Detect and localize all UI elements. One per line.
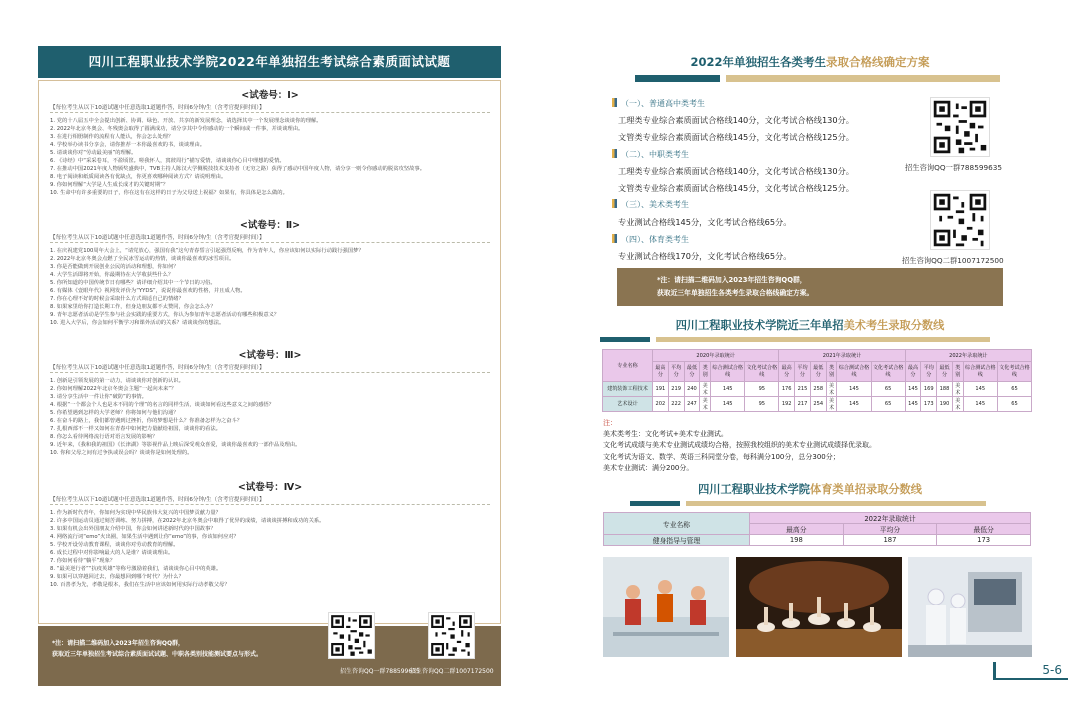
year-header: 2020年录取统计 [653,350,779,362]
table-cell: 217 [795,396,811,411]
paper-instructions: 【每位考生从以下10道试题中任意选取1道题作答，时间6分钟/生（含考官提问时间）】 [50,363,490,373]
qr-code-icon[interactable] [930,97,990,157]
category-marker-icon [612,234,617,243]
note-line: 美术类考生：文化考试+美术专业测试。 [603,430,728,439]
category-art [612,199,689,211]
question: 5. 学校开设劳动教育课程，谈谈你对劳动教育的理解。 [50,542,179,548]
heading-highlight: 体育类单招录取分数线 [810,483,922,496]
category-general-high-school [612,98,705,110]
year-header: 2022年录取统计 [905,350,1031,362]
paper-heading: <试卷号：Ⅰ> [241,90,299,101]
question: 1. 创新是引领发展的第一动力，请谈谈你对创新的认识。 [50,378,184,384]
question: 1. 党的十八届五中全会提出创新、协调、绿色、开放、共享的新发展理念，请选择其中一个发展理念谈谈你的理解。 [50,118,322,124]
category-label: （三）、美术类考生 [621,200,689,209]
heading-bar-gold [656,337,990,342]
category-label: （二）、中职类考生 [621,150,689,159]
qq-group-1-caption: 招生咨询QQ一群788599635 [905,163,1003,172]
category-marker-icon [612,199,617,208]
subheader: 平均分 [921,361,937,381]
paper-section-1 [50,89,490,197]
question: 2. 许多中国运动员通过刻苦训练、努力拼搏，在2022年北京冬奥会中取得了优异的成绩，请谈谈拼搏和成功的关系。 [50,518,325,524]
question: 7. 你在心理不好的时候会采取什么方式调适自己的情绪？ [50,296,184,302]
table-cell: 65 [997,381,1031,396]
table-cell: 145 [837,381,871,396]
table-cell: 219 [668,381,684,396]
table-cell: 202 [653,396,669,411]
question: 3. 在进行相册制作的流程有人能认，你会怎么处理？ [50,134,174,140]
question: 9. 青年志愿者活动是学生参与社会实践的重要方式，你认为参加青年志愿者活动有哪些积极意义？ [50,312,280,318]
heading-highlight: 美术考生录取分数线 [843,319,945,332]
col-major: 专业名称 [603,350,653,382]
major-name: 健身指导与管理 [604,535,750,546]
question: 9. 你如何理解“大学是人生成长成才的关键时期”？ [50,182,169,188]
subheader: 综合测试合格线 [711,361,745,381]
subheader: 最高分 [905,361,921,381]
heading-bar-gold [726,75,1000,82]
heading-main: 2022年单独招生各类考生 [690,55,826,69]
qr-code-icon[interactable] [930,190,990,250]
question: 10. 生命中有许多重要的日子，你在这有在这样的日子为父母送上祝福？如果有，你具体是怎么做的。 [50,190,288,196]
cutoff-line: 专业测试合格线145分，文化考试合格线65分。 [618,217,792,227]
table-cell: 176 [779,381,795,396]
question: 3. 请分享生活中一件让你“破防”的事情。 [50,394,147,400]
subheader: 最高分 [750,524,844,535]
sport-cutoff-heading [540,481,1080,497]
table-cell: 222 [668,396,684,411]
note-line: 文化考试为语文、数学、英语三科同堂分卷，每科满分100分，总分300分； [603,452,840,461]
cutoff-line: 文管类专业综合素质面试合格线145分，文化考试合格线125分。 [618,183,854,193]
table-cell: 191 [653,381,669,396]
table-cell: 美术 [700,396,711,411]
table-cell: 65 [997,396,1031,411]
paper-instructions: 【每位考生从以下10道试题中任意选取1道题作答，时间6分钟/生（含考官提问时间）】 [50,233,490,243]
question: 10. 你和父母之间有过争执或误会吗？谈谈你是如何处理的。 [50,450,193,456]
paper-heading: <试卷号：Ⅱ> [239,220,301,231]
art-cutoff-heading [540,317,1080,333]
question: 3. 你是否能做到开展创业公民的活动和理想，你如何？ [50,264,179,270]
category-sports [612,234,689,246]
question: 10. 进入大学后，你会如何平衡学习和课外活动的关系？请谈谈你的想法。 [50,320,225,326]
subheader: 最低分 [937,361,953,381]
footer-note [52,638,262,660]
art-notes [603,418,876,474]
note-line: 美术专业测试：满分200分。 [603,463,694,472]
left-page-title: 四川工程职业技术学院2022年单独招生考试综合素质面试试题 [38,46,501,78]
table-cell: 192 [779,396,795,411]
paper-heading: <试卷号：Ⅲ> [238,350,302,361]
notes-title: 注： [603,419,617,427]
table-row [604,535,1031,546]
heading-bar-gold [686,501,986,506]
question: 4. 学校举办读书分享会，请你推荐一本你最喜欢的书，谈谈理由。 [50,142,206,148]
table-cell: 215 [795,381,811,396]
year-header: 2021年录取统计 [779,350,905,362]
heading-highlight: 录取合格线确定方案 [826,55,930,69]
page-number [993,660,1068,680]
col-major: 专业名称 [604,513,750,535]
table-cell: 188 [937,381,953,396]
question: 6. 成长过程中对你影响最大的人是谁？请谈谈理由。 [50,550,174,556]
heading-bar-teal [635,75,720,82]
note-line: 获取近三年单独招生各类考生录取合格线确定方案。 [657,289,814,297]
subheader: 文化考试合格线 [745,361,779,381]
table-cell: 254 [810,396,826,411]
subheader: 类别 [952,361,963,381]
table-cell: 145 [837,396,871,411]
table-cell: 258 [810,381,826,396]
qq-group-1-caption: 招生咨询QQ一群788599635 [340,668,420,675]
table-cell: 198 [750,535,844,546]
question: 5. 你希望遇到怎样的大学老师？你将如何与他们沟通？ [50,410,179,416]
qr-code-icon[interactable] [428,612,475,659]
paper-instructions: 【每位考生从以下10道试题中任意选取1道题作答，时间6分钟/生（含考官提问时间）】 [50,103,490,113]
category-vocational [612,149,689,161]
qr-code-icon[interactable] [328,612,375,659]
cutoff-line: 文管类专业综合素质面试合格线145分，文化考试合格线125分。 [618,132,854,142]
question: 4. 根据“一个都会个人也是本不同的个理”的名言的同样生活，谈谈如何看这些意义之间的感悟？ [50,402,275,408]
question: 8. “最美逆行者”“抗疫英雄”等称号激励着我们，请谈谈你心目中的英雄。 [50,566,222,572]
question: 2. 你如何理解2022年北京冬奥会主题“一起向未来”？ [50,386,177,392]
table-cell: 95 [745,381,779,396]
subheader: 最高分 [653,361,669,381]
subheader: 平均分 [843,524,937,535]
stage-performance-photo [736,557,902,657]
lab-technicians-photo [908,557,1032,657]
question: 6. 《诗经》中“采采卷耳，不盈顷筐。嗟我怀人，寘彼周行”描写爱情，请谈谈你心目中理想的爱情。 [50,158,285,164]
table-cell: 145 [905,381,921,396]
year-header: 2022年录取统计 [750,513,1031,524]
subheader: 平均分 [668,361,684,381]
qq-group-2-caption: 招生咨询QQ二群1007172500 [902,256,1004,265]
qq-group-2-caption: 招生咨询QQ二群1007172500 [410,668,494,675]
cutoff-line: 工理类专业综合素质面试合格线140分，文化考试合格线130分。 [618,115,854,125]
major-name: 建筑装饰工程技术 [603,381,653,396]
category-label: （四）、体育类考生 [621,235,689,244]
question: 8. 如果家里给你打造长期工作，但身边朋友都不太赞同，你会怎么办？ [50,304,216,310]
question: 7. 你如何看待“躺平”现象？ [50,558,116,564]
table-cell: 美术 [952,396,963,411]
table-cell: 145 [963,381,997,396]
table-cell: 145 [963,396,997,411]
page-number-text: 5-6 [1042,663,1062,677]
paper-heading: <试卷号：Ⅳ> [237,482,303,493]
table-cell: 美术 [826,396,837,411]
heading-main: 四川工程职业技术学院 [698,483,810,496]
question: 4. 网络流行词“emo”火出圈，如果生活中遇到让你“emo”的事，你该如何应对？ [50,534,239,540]
question: 7. 在推动中国2021年度人物颁奖盛典中，TVB主持人陈汉大学侧脱技技术支持者（无穷之路）获得了感动中国年度人物，请分享一则令你感动的脱贫攻坚故事。 [50,166,426,172]
cutoff-plan-heading [540,54,1080,70]
subheader: 最高分 [779,361,795,381]
table-cell: 美术 [826,381,837,396]
table-cell: 169 [921,381,937,396]
major-name: 艺术设计 [603,396,653,411]
question: 8. 你怎么看待网络流行语对语言发展的影响？ [50,434,158,440]
subheader: 综合测试合格线 [837,361,871,381]
art-cutoff-table [602,349,1032,412]
question: 5. 请谈谈你对“劳动最美丽”的理解。 [50,150,137,156]
table-cell: 美术 [700,381,711,396]
page-number-mark [993,662,996,678]
right-page [540,0,1080,712]
subheader: 最低分 [937,524,1031,535]
footer-note-line: *注：请扫描二维码加入2023年招生咨询QQ群， [52,640,185,647]
question: 2. 2022年北京冬奥会、冬残奥会取得了圆满成功，请分享其中令你感动的一个瞬间或一件事，并谈谈理由。 [50,126,304,132]
question: 9. 近年来，《我和我的祖国》《长津湖》等影视作品上映后深受观众喜爱，谈谈你最喜欢的一部作品及理由。 [50,442,301,448]
question: 5. 你所知道的中国传统节日有哪些？请详细介绍其中一个节日的习俗。 [50,280,216,286]
table-cell: 145 [905,396,921,411]
question: 9. 如果可以穿越回过去，你最想回到哪个时代？为什么？ [50,574,184,580]
question: 1. 作为新时代青年，你如何为实现中华民族伟大复兴的中国梦贡献力量？ [50,510,221,516]
question: 3. 如果有机会出外国朋友介绍中国，你会如何讲述新时代的中国故事？ [50,526,216,532]
table-cell: 240 [684,381,700,396]
paper-section-2 [50,219,490,327]
subheader: 平均分 [795,361,811,381]
table-row [603,381,1032,396]
table-row [603,396,1032,411]
table-cell: 173 [937,535,1031,546]
paper-section-4 [50,481,490,589]
table-cell: 247 [684,396,700,411]
category-marker-icon [612,98,617,107]
heading-main: 四川工程职业技术学院近三年单招 [675,319,844,332]
footer-note-line: 获取近三年单独招生考试综合素质面试试题、中职各类别技能测试要点与形式。 [52,651,263,658]
table-cell: 65 [871,396,905,411]
table-cell: 美术 [952,381,963,396]
subheader: 综合测试合格线 [963,361,997,381]
category-label: （一）、普通高中类考生 [621,99,705,108]
subheader: 文化考试合格线 [871,361,905,381]
question: 2. 2022年北京冬奥会点燃了全民冰雪运动的热情，谈谈你最喜欢的冰雪项目。 [50,256,235,262]
question: 1. 在庆祝建党100周年大会上，“请党放心，强国有我”这句青春誓言引起强烈反响，作为青年人，你应该如何以实际行动践行强国梦？ [50,248,364,254]
question: 8. 电子阅读和纸质阅读各有优缺点，你更喜欢哪种阅读方式？请说明理由。 [50,174,227,180]
subheader: 最低分 [684,361,700,381]
cutoff-line: 专业测试合格线170分，文化考试合格线65分。 [618,251,792,261]
sport-cutoff-table [603,512,1031,546]
note-line: 文化考试成绩与美术专业测试成绩均合格，按照我校组织的美术专业测试成绩择优录取。 [603,441,876,450]
table-cell: 145 [711,396,745,411]
table-cell: 65 [871,381,905,396]
question: 6. 在奋斗的路上，我们都曾遇到过挫折，你的梦想是什么？你准备怎样为之奋斗？ [50,418,243,424]
category-marker-icon [612,149,617,158]
subheader: 最低分 [810,361,826,381]
paper-instructions: 【每位考生从以下10道试题中任意选取1道题作答，时间6分钟/生（含考官提问时间）】 [50,495,490,505]
paper-section-3 [50,349,490,457]
question: 6. 有媒体《壹眼年代》视网发评价为“YYDS”，说说你最喜欢的性格，并且成人物。 [50,288,246,294]
note-line: *注：请扫描二维码加入2023年招生咨询QQ群， [657,276,807,284]
table-cell: 95 [745,396,779,411]
subheader: 类别 [826,361,837,381]
subheader: 文化考试合格线 [997,361,1031,381]
cutoff-line: 工理类专业综合素质面试合格线140分，文化考试合格线130分。 [618,166,854,176]
subheader: 类别 [700,361,711,381]
question: 7. 扎根西部不一样又如何在青春中如何把力量献给祖国，谈谈你的看法。 [50,426,221,432]
question: 10. 百善孝为先，孝敬是根本，我们在生活中应该如何用实际行动孝敬父母？ [50,582,230,588]
table-cell: 187 [843,535,937,546]
heading-bar-teal [600,337,650,342]
question: 4. 大学生活即将开始，你最期待在大学收获些什么？ [50,272,174,278]
fitness-class-photo [603,557,729,657]
table-cell: 173 [921,396,937,411]
heading-bar-teal [630,501,680,506]
table-cell: 190 [937,396,953,411]
right-note-banner [617,268,1003,306]
table-cell: 145 [711,381,745,396]
